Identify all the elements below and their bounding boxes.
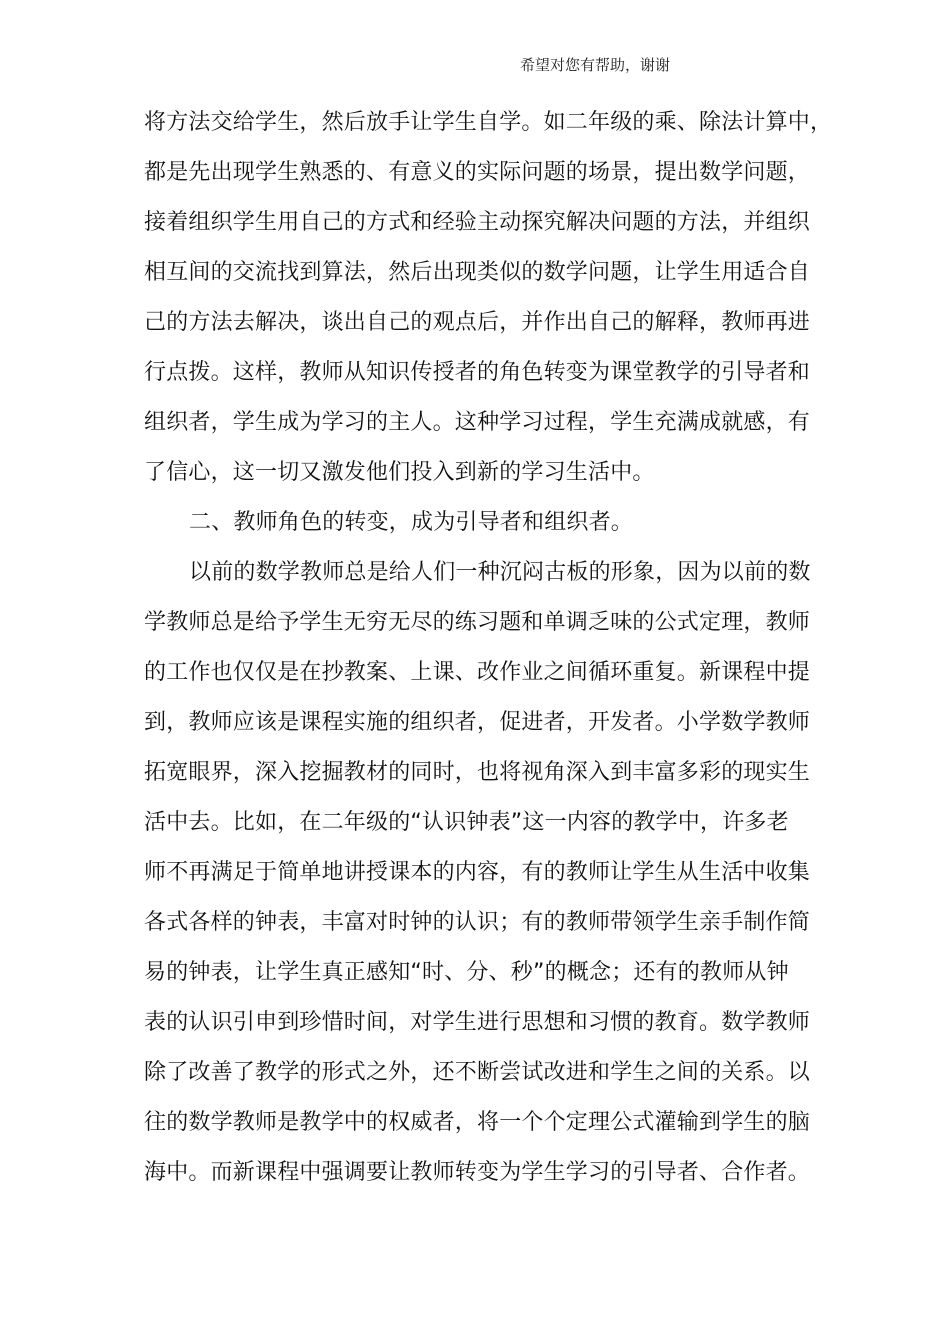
- text-line: 到，教师应该是课程实施的组织者，促进者，开发者。小学数学教师: [144, 710, 811, 735]
- text-line: 师不再满足于简单地讲授课本的内容，有的教师让学生从生活中收集: [144, 860, 811, 885]
- text-line: 表的认识引申到珍惜时间，对学生进行思想和习惯的教育。数学教师: [144, 1010, 811, 1035]
- text-line: 活中去。比如，在二年级的“认识钟表”这一内容的教学中，许多老: [144, 810, 789, 835]
- text-line: 组织者，学生成为学习的主人。这种学习过程，学生充满成就感，有: [144, 410, 811, 435]
- text-line: 除了改善了教学的形式之外，还不断尝试改进和学生之间的关系。以: [144, 1060, 811, 1085]
- text-line: 了信心，这一切又激发他们投入到新的学习生活中。: [144, 460, 655, 485]
- text-line: 相互间的交流找到算法，然后出现类似的数学问题，让学生用适合自: [144, 260, 811, 285]
- text-line: 接着组织学生用自己的方式和经验主动探究解决问题的方法，并组织: [144, 210, 811, 235]
- text-line: 将方法交给学生，然后放手让学生自学。如二年级的乘、除法计算中，: [144, 110, 833, 135]
- document-body: [144, 98, 833, 1198]
- text-line: 各式各样的钟表，丰富对时钟的认识；有的教师带领学生亲手制作简: [144, 910, 811, 935]
- page-header: 希望对您有帮助，谢谢: [520, 56, 671, 74]
- text-line: 己的方法去解决，谈出自己的观点后，并作出自己的解释，教师再进: [144, 310, 811, 335]
- text-line: 以前的数学教师总是给人们一种沉闷古板的形象，因为以前的数: [189, 560, 811, 585]
- text-line: 往的数学教师是教学中的权威者，将一个个定理公式灌输到学生的脑: [144, 1110, 811, 1135]
- text-line: 易的钟表，让学生真正感知“时、分、秒”的概念；还有的教师从钟: [144, 960, 789, 985]
- text-line: 学教师总是给予学生无穷无尽的练习题和单调乏味的公式定理，教师: [144, 610, 811, 635]
- section-heading: 二、教师角色的转变，成为引导者和组织者。: [189, 510, 634, 535]
- text-line: 拓宽眼界，深入挖掘教材的同时，也将视角深入到丰富多彩的现实生: [144, 760, 811, 785]
- text-line: 的工作也仅仅是在抄教案、上课、改作业之间循环重复。新课程中提: [144, 660, 811, 685]
- text-line: 行点拨。这样，教师从知识传授者的角色转变为课堂教学的引导者和: [144, 360, 811, 385]
- text-line: 都是先出现学生熟悉的、有意义的实际问题的场景，提出数学问题，: [144, 160, 811, 185]
- text-line: 海中。而新课程中强调要让教师转变为学生学习的引导者、合作者。: [144, 1160, 811, 1185]
